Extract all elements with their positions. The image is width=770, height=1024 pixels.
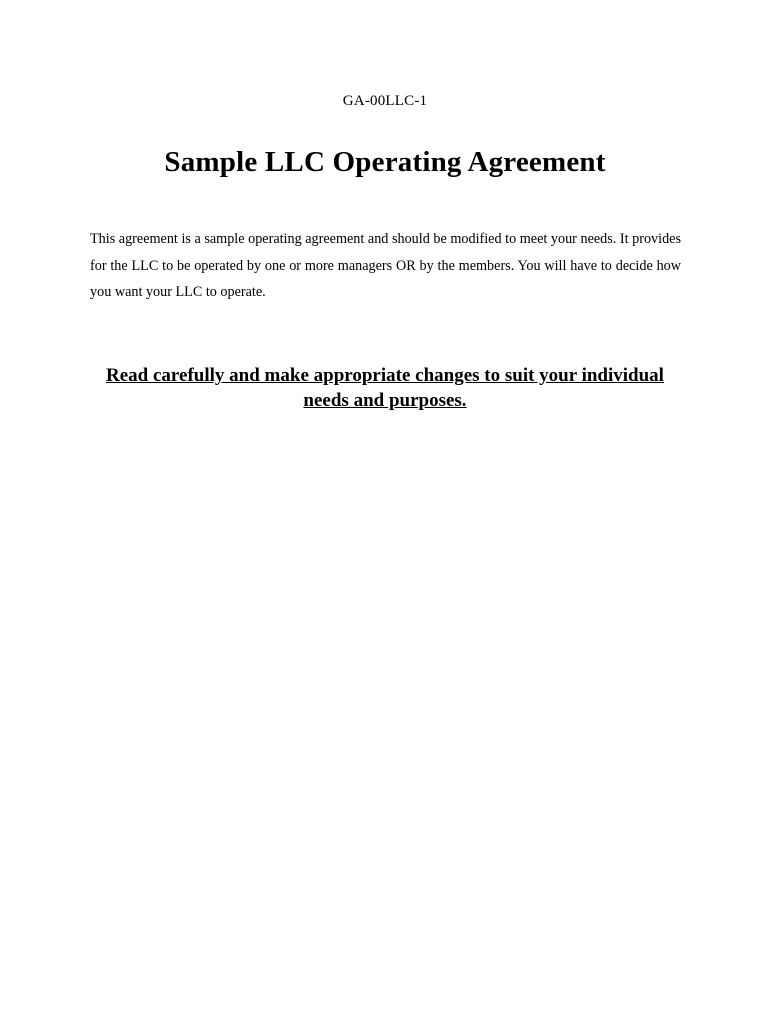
document-title: Sample LLC Operating Agreement: [164, 146, 606, 178]
form-code: GA-00LLC-1: [342, 93, 428, 109]
notice-text: Read carefully and make appropriate changes to suit your individual needs and purposes.: [106, 365, 664, 411]
intro-paragraph: This agreement is a sample operating agreement and should be modified to meet your needs. It provides for the LLC to be operated by one or more managers OR by the members. You will have to decide how you want your LLC to operate.: [90, 231, 681, 300]
